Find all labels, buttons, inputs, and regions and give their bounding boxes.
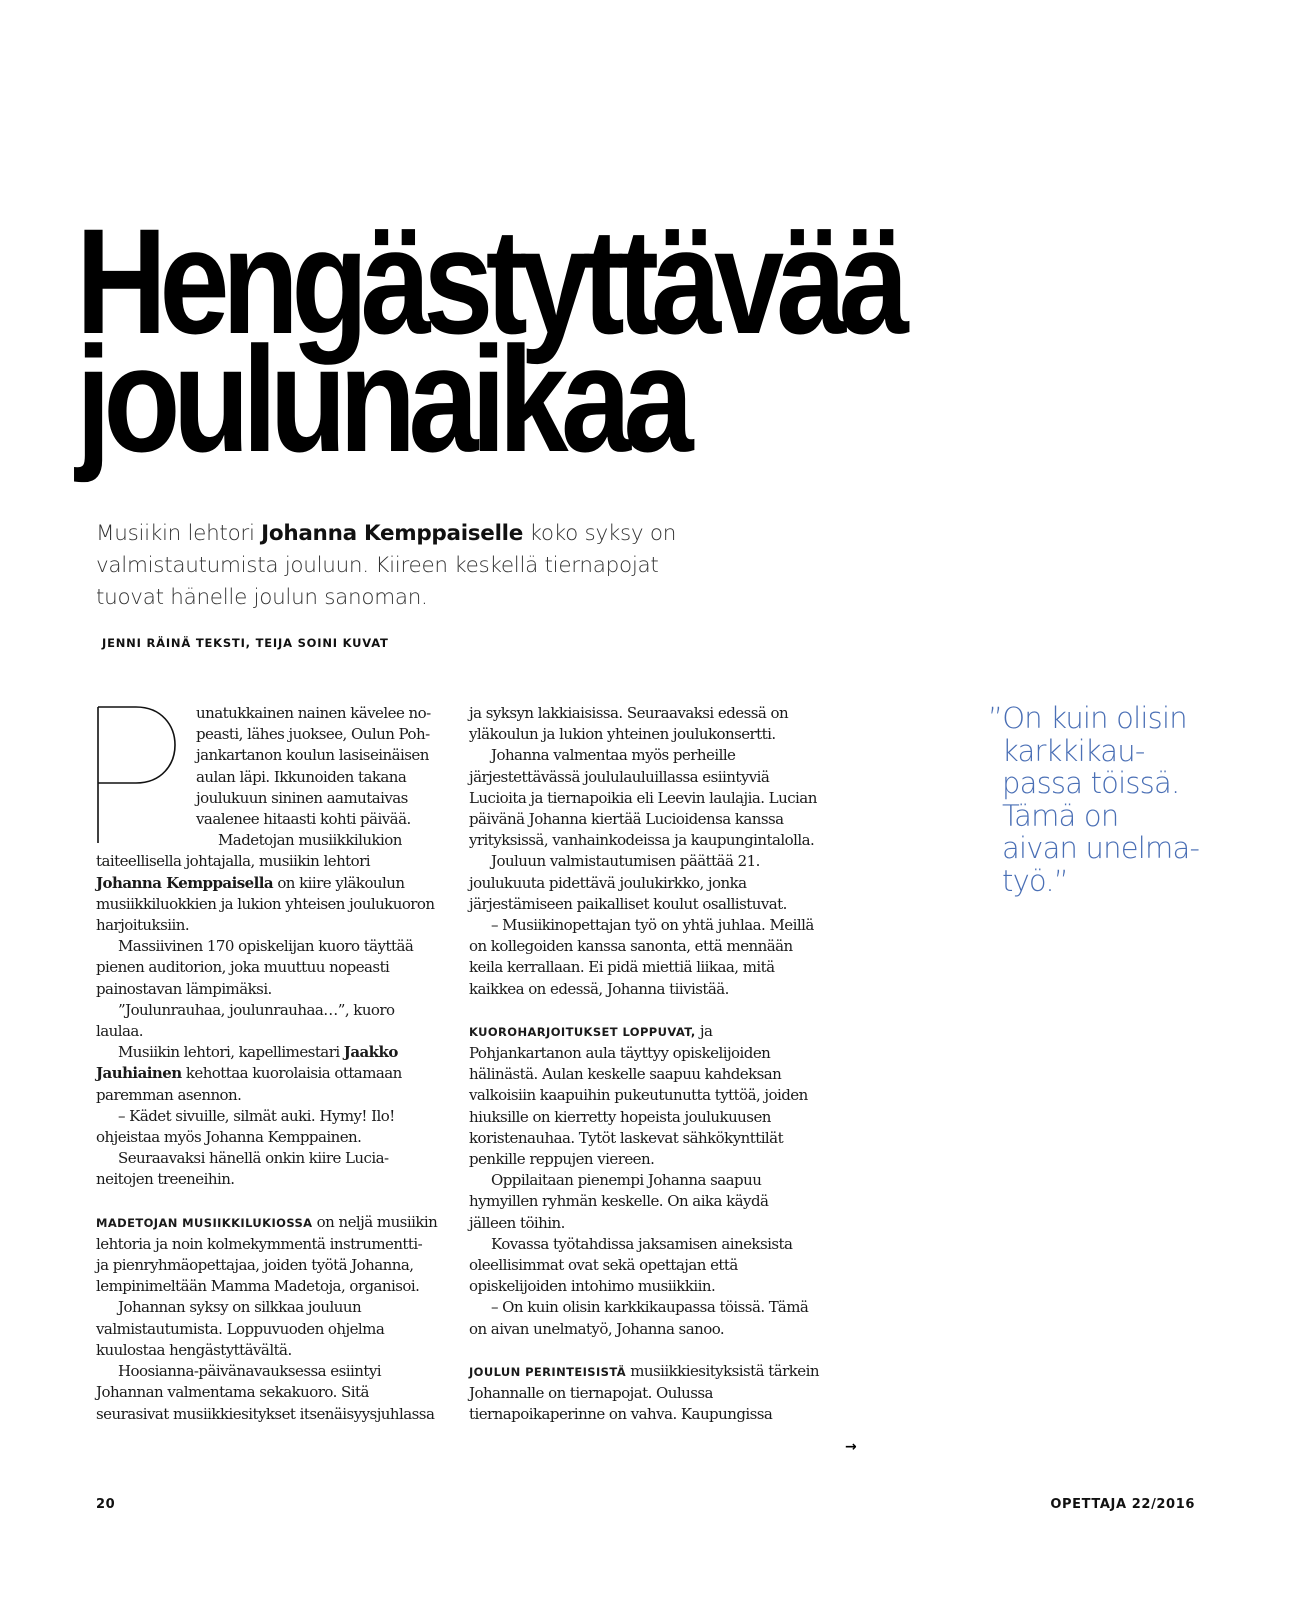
lead-text-post: koko syksy on valmistautumista jouluun. Kiireen keskellä tiernapojat tuovat hänelle joulun sanoman. (96, 521, 677, 610)
pull-quote-line: työ.” (1002, 863, 1069, 898)
body-column-1 (96, 703, 438, 1425)
paragraph: – Musiikinopettajan työ on yhtä juhlaa. Meillä on kollegoiden kanssa sanonta, että mennään keila kerrallaan. Ei pidä miettiä liikaa, mitä kaikkea on edessä, Johanna tiivistää. (469, 916, 814, 998)
first-line: Madetojan musiikkilukion (218, 831, 402, 850)
pull-quote-line: passa töissä. (1002, 766, 1180, 801)
paragraph: Hoosianna-päivänavauksessa esiintyi Johannan valmentama sekakuoro. Sitä seurasivat musiikkiesitykset itsenäisyysjuhlassa (96, 1362, 435, 1423)
section-paragraph (469, 1361, 819, 1426)
text: kehottaa kuorolaisia ottamaan paremman asennon. (96, 1064, 402, 1104)
byline: JENNI RÄINÄ TEKSTI, TEIJA SOINI KUVAT (102, 636, 389, 650)
paragraph: ”Joulunrauhaa, joulunrauhaa…”, kuoro laulaa. (96, 1000, 395, 1041)
section-paragraph (469, 1021, 819, 1170)
paragraph: Johanna valmentaa myös perheille järjestettävässä joululauluillassa esiintyviä Lucioita ja tiernapoikia eli Leevin laulajia. Lucian päivänä Johanna kiertää Lucioidensa kanssa yrityksissä, vanhainkodeissa ja kaupungintalolla. (469, 746, 817, 850)
lead-text-pre: Musiikin lehtori (96, 521, 262, 546)
pull-quote-line: ”On kuin olisin (988, 701, 1187, 735)
paragraph: Jouluun valmistautumisen päättää 21. joulukuuta pidettävä joulukirkko, jonka järjestämiseen paikalliset koulut osallistuvat. (469, 852, 787, 913)
name-bold: Johanna Kemppaisella (96, 873, 274, 892)
first-line: aulan läpi. Ikkunoiden takana (196, 767, 407, 786)
text: on neljä musiikin lehtoria ja noin kolmekymmentä instrumentti- ja pienryhmäopettajaa, joiden työtä Johanna, lempinimeltään Mamma Madetoja, organisoi. (96, 1212, 438, 1296)
pull-quote (988, 702, 1228, 898)
body-column-2 (469, 703, 819, 1426)
text: Musiikin lehtori, kapellimestari (118, 1043, 344, 1062)
section-lead-in: KUOROHARJOITUKSET LOPPUVAT, (469, 1024, 696, 1039)
first-line: unatukkainen nainen kävelee no- (196, 704, 431, 722)
paragraph: Oppilaitaan pienempi Johanna saapuu hymyillen ryhmän keskelle. On aika käydä jälleen töihin. (469, 1171, 769, 1232)
section-lead-in: JOULUN PERINTEISISTÄ (469, 1364, 626, 1379)
section-paragraph (96, 1212, 438, 1298)
text: on kiire yläkoulun musiikkiluokkien ja lukion yhteisen joulukuoron harjoituksiin. (96, 873, 435, 935)
title-line-2: joulunaikaa (76, 315, 687, 483)
page-number: 20 (96, 1497, 116, 1512)
title-line-1: Hengästyttävää (76, 197, 902, 365)
text: musiikkiesityksistä tärkein Johannalle on tiernapojat. Oulussa tiernapoikaperinne on vahva. Kaupungissa (469, 1361, 819, 1424)
pull-quote-line: Tämä on (1002, 798, 1119, 833)
pull-quote-line: karkkikau- (1002, 733, 1145, 768)
paragraph: – On kuin olisin karkkikaupassa töissä. Tämä on aivan unelmatyö, Johanna sanoo. (469, 1298, 809, 1338)
pull-quote-line: aivan unelma- (1002, 831, 1200, 866)
paragraph: Seuraavaksi hänellä onkin kiire Lucia-neitojen treeneihin. (96, 1149, 389, 1189)
paragraph: Johannan syksy on silkkaa jouluun valmistautumista. Loppuvuoden ohjelma kuulostaa hengästyttävältä. (96, 1298, 385, 1359)
paragraph: ja syksyn lakkiaisissa. Seuraavaksi edessä on yläkoulun ja lukion yhteinen joulukonsertti. (469, 704, 789, 744)
first-line: peasti, lähes juoksee, Oulun Poh- (196, 725, 430, 744)
article-title (76, 197, 966, 483)
dropcap-block (96, 703, 438, 851)
paragraph: Kovassa työtahdissa jaksamisen aineksista oleellisimmat ovat sekä opettajan että opiskelijoiden intohimo musiikkiin. (469, 1234, 793, 1296)
article-lead (96, 518, 696, 614)
text: taiteellisella johtajalla, musiikin lehtori (96, 852, 371, 871)
paragraph (96, 851, 438, 936)
first-line: joulukuun sininen aamutaivas (196, 788, 408, 807)
first-line: jankartanon koulun lasiseinäisen (196, 746, 429, 765)
paragraph: Massiivinen 170 opiskelijan kuoro täyttää pienen auditorion, joka muuttuu nopeasti painostavan lämpimäksi. (96, 937, 414, 998)
paragraph: – Kädet sivuille, silmät auki. Hymy! Ilo! ohjeistaa myös Johanna Kemppainen. (96, 1106, 395, 1147)
issue-label: OPETTAJA 22/2016 (1050, 1497, 1195, 1512)
dropcap-letter-p (96, 705, 181, 845)
arrow-right-icon: → (845, 1439, 857, 1455)
first-line: vaalenee hitaasti kohti päivää. (196, 810, 411, 829)
section-lead-in: MADETOJAN MUSIIKKILUKIOSSA (96, 1215, 313, 1230)
paragraph (96, 1042, 438, 1106)
lead-name: Johanna Kemppaiselle (261, 521, 523, 546)
name-bold: Jaakko Jauhiainen (96, 1043, 398, 1083)
text: ja Pohjankartanon aula täyttyy opiskelijoiden hälinästä. Aulan keskelle saapuu kahdeksan valkoisiin kaapuihin pukeutunutta tyttöä, joiden hiuksille on kierretty hopeista joulukuusen koristenauhaa. Tytöt laskevat sähkökynttilät penkille reppujen viereen. (469, 1021, 808, 1169)
